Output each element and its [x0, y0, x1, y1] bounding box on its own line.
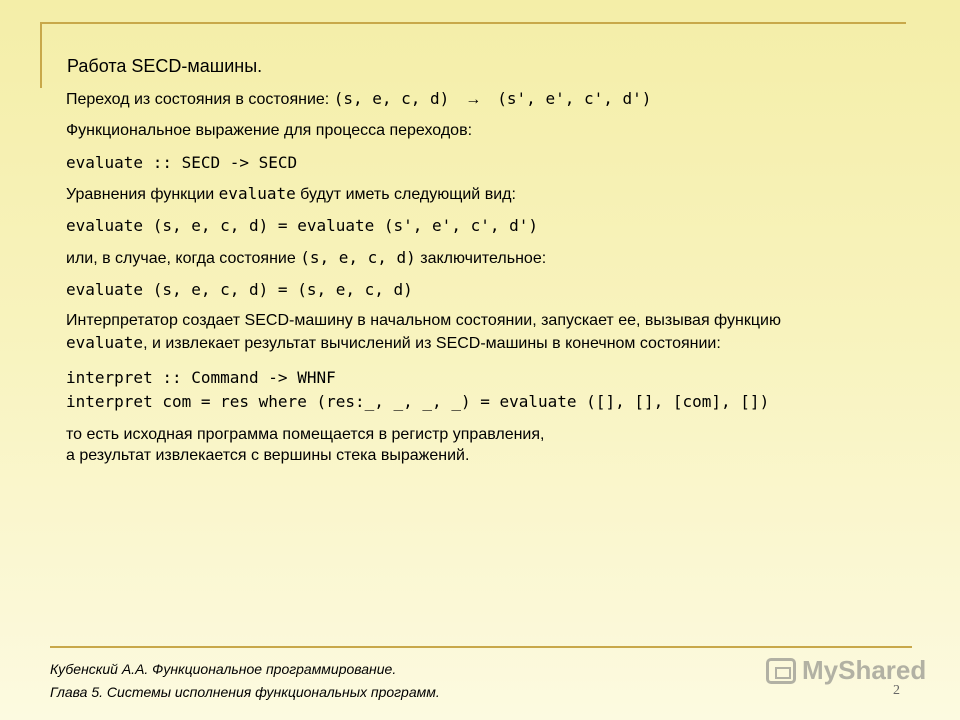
conclusion-line-1: то есть исходная программа помещается в регистр управления, — [66, 426, 545, 443]
equation-1: evaluate (s, e, c, d) = evaluate (s', e', c', d') — [66, 216, 539, 235]
interpret-signature: interpret :: Command -> WHNF — [66, 368, 336, 387]
interp-line-2-code: evaluate — [66, 333, 144, 352]
bottom-rule — [50, 646, 912, 648]
final-code: (s, e, c, d) — [300, 248, 416, 267]
left-rule — [40, 22, 42, 88]
equations-text-after: будут иметь следующий вид: — [295, 186, 516, 203]
footer-line-2: Глава 5. Системы исполнения функциональных программ. — [50, 684, 440, 700]
myshared-logo-icon — [766, 658, 796, 684]
interp-line-2 — [66, 333, 721, 353]
watermark — [766, 655, 926, 686]
interpret-definition: interpret com = res where (res:_, _, _, _) = evaluate ([], [], [com], []) — [66, 392, 770, 411]
interp-line-1: Интерпретатор создает SECD-машину в начальном состоянии, запускает ее, вызывая функцию — [66, 312, 781, 329]
transition-arrow: → — [465, 91, 482, 108]
functional-expr-text: Функциональное выражение для процесса переходов: — [66, 122, 473, 139]
equations-text-before: Уравнения функции — [66, 186, 219, 203]
final-text-before: или, в случае, когда состояние — [66, 250, 301, 267]
final-state-intro — [66, 248, 546, 268]
watermark-text: MyShared — [802, 655, 927, 685]
type-signature: evaluate :: SECD -> SECD — [66, 153, 298, 172]
top-rule — [40, 22, 906, 24]
slide-title: Работа SECD-машины. — [67, 56, 263, 76]
transition-from: (s, e, c, d) — [333, 89, 450, 108]
transition-line — [66, 89, 651, 109]
conclusion-line-2: а результат извлекается с вершины стека выражений. — [66, 447, 470, 464]
equations-code: evaluate — [218, 184, 296, 203]
transition-to: (s', e', c', d') — [497, 89, 652, 108]
equation-2: evaluate (s, e, c, d) = (s, e, c, d) — [66, 280, 413, 299]
footer-line-1: Кубенский А.А. Функциональное программирование. — [50, 661, 397, 677]
page-number: 2 — [893, 683, 900, 698]
final-text-after: заключительное: — [415, 250, 547, 267]
interp-line-2-text: , и извлекает результат вычислений из SECD-машины в конечном состоянии: — [143, 335, 721, 352]
transition-label: Переход из состояния в состояние: — [66, 91, 334, 108]
equations-intro — [66, 184, 516, 204]
